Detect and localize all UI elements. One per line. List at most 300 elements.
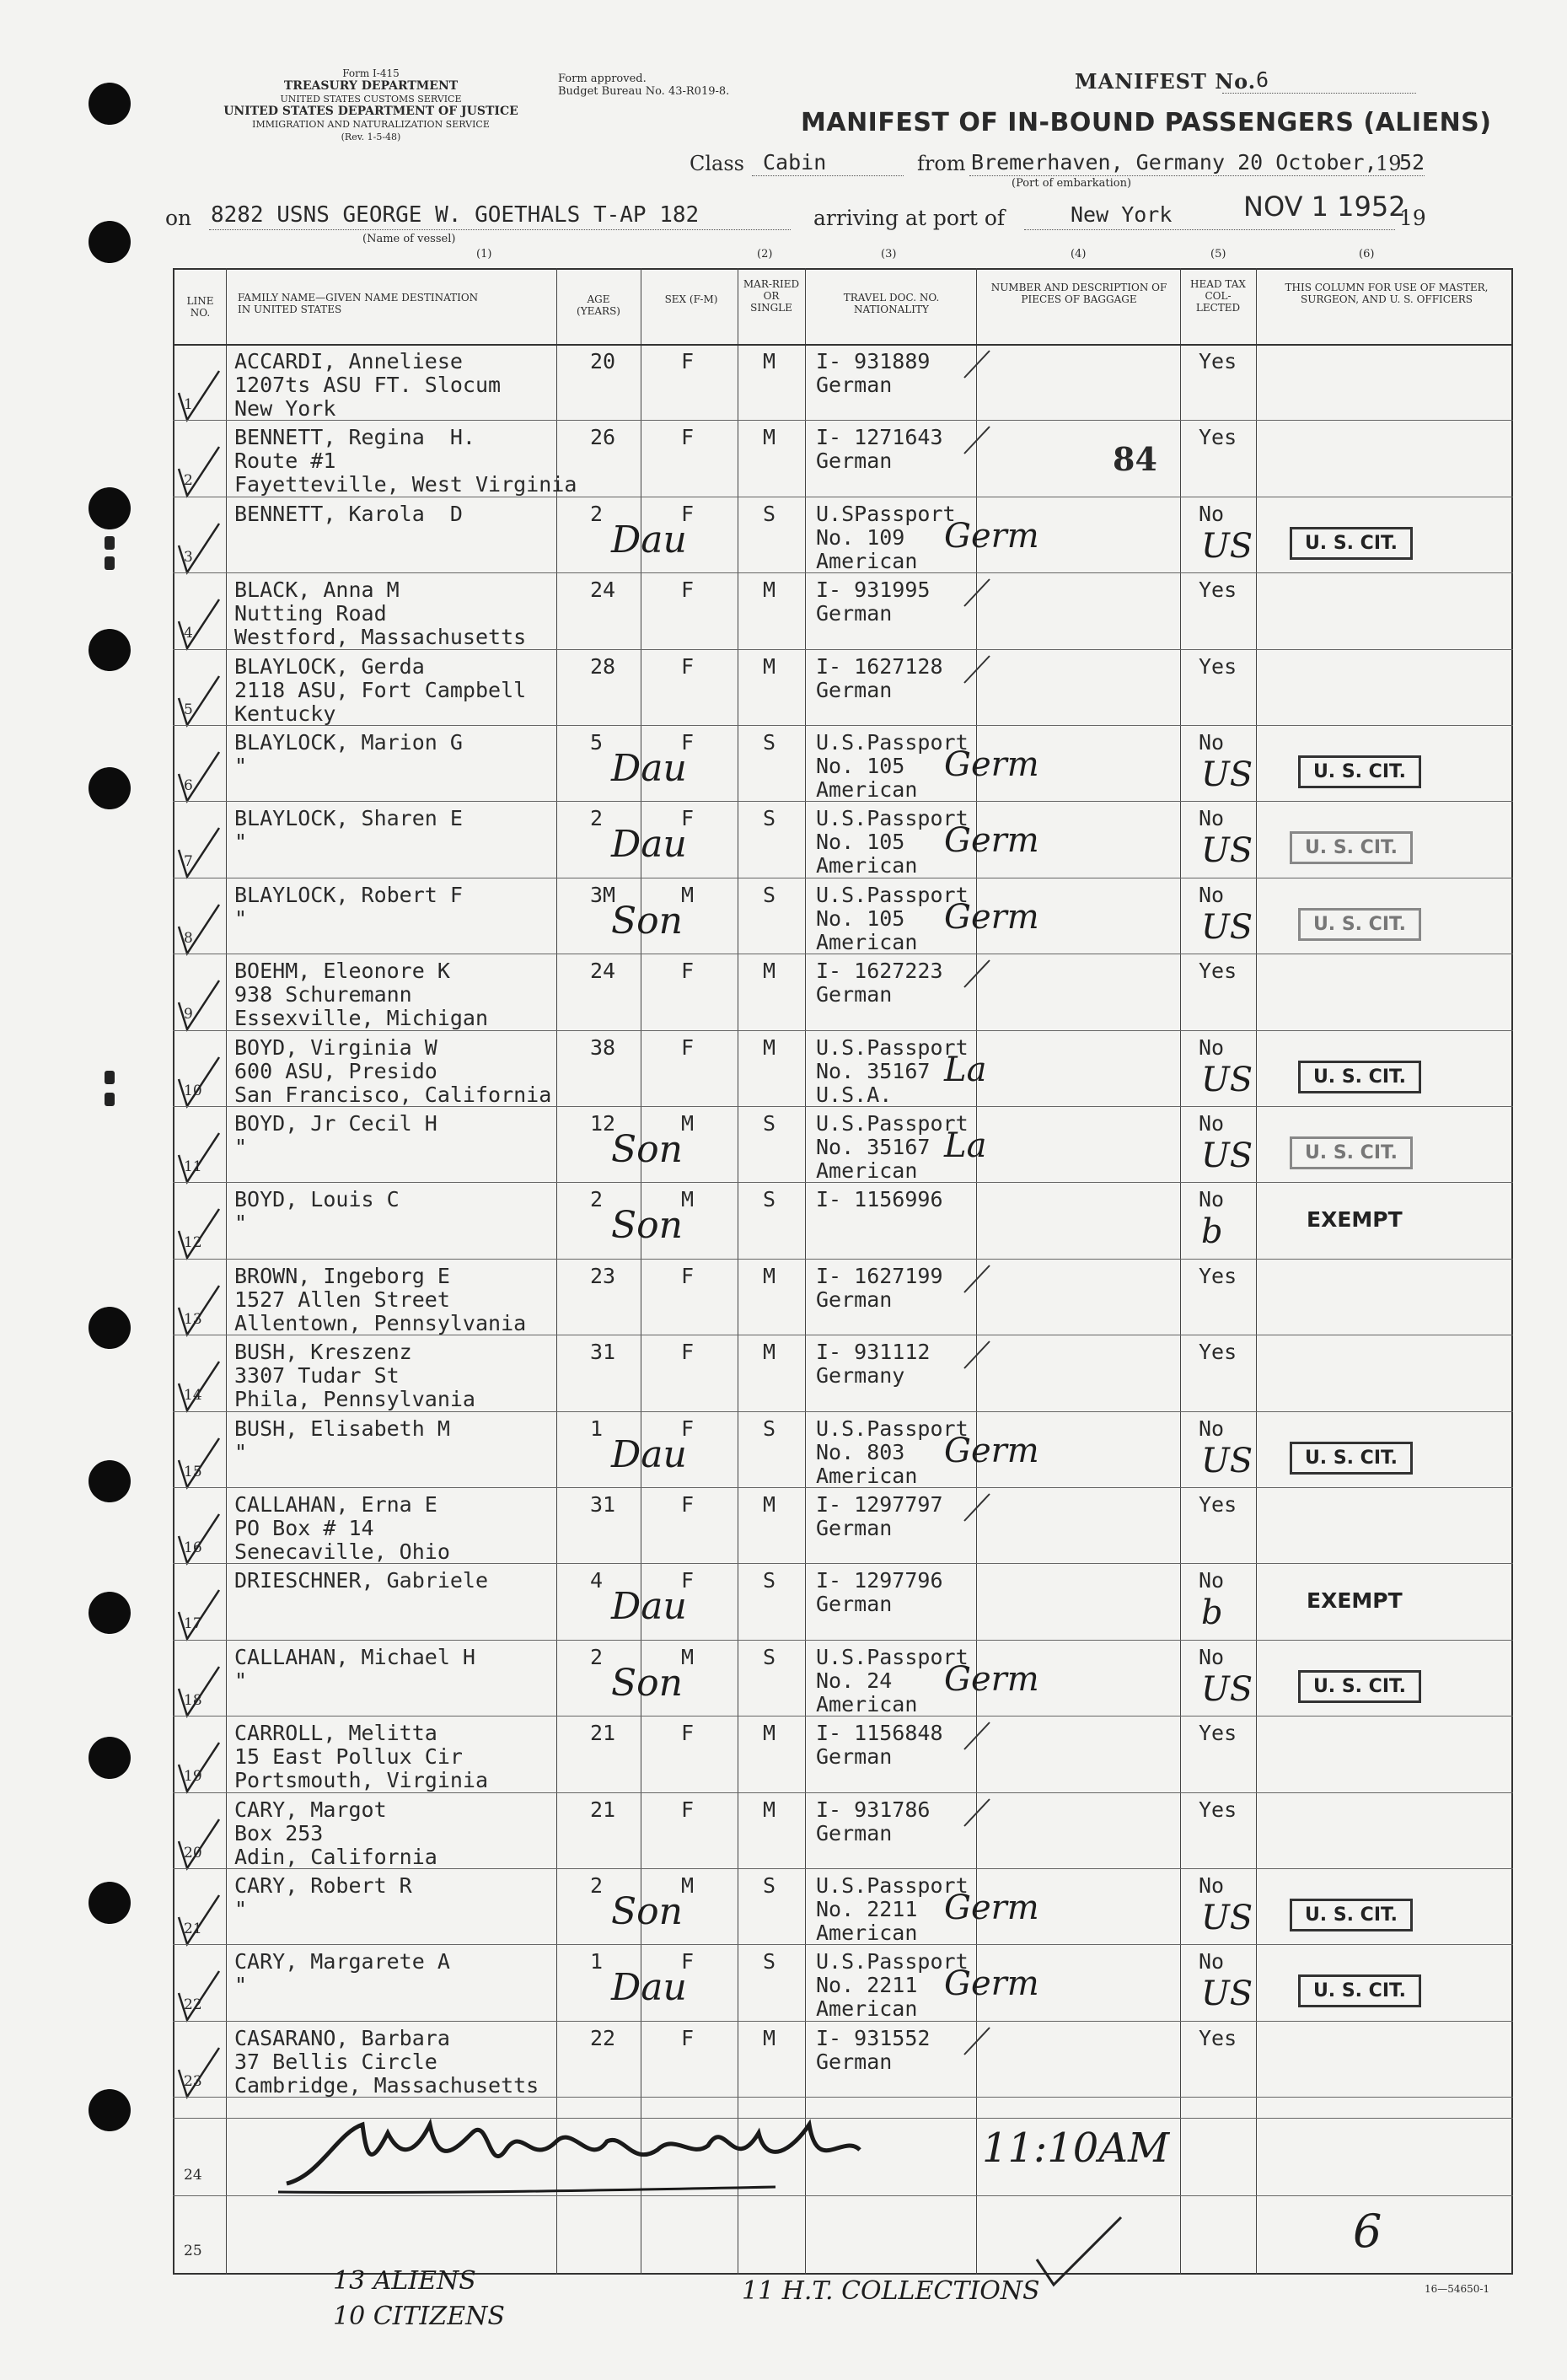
row-separator <box>173 1640 1513 1641</box>
pen-tick <box>961 1491 995 1524</box>
age: 2 <box>590 501 604 526</box>
pen-check-mark <box>174 2044 224 2103</box>
head-tax: No <box>1199 1187 1225 1212</box>
marital-status: S <box>763 1187 776 1212</box>
travel-doc-line-2: German <box>816 982 893 1007</box>
passenger-name: CARY, Margot <box>234 1797 387 1822</box>
relation-note: Dau <box>611 518 687 561</box>
sex: F <box>681 1034 695 1060</box>
travel-doc-line-1: U.S.Passport <box>816 806 969 831</box>
travel-doc-line-2: German <box>816 449 893 474</box>
marital-status: S <box>763 882 776 907</box>
relation-note: Son <box>611 899 683 943</box>
destination-line-2: Allentown, Pennsylvania <box>234 1310 527 1335</box>
line-number: 8 <box>184 929 193 947</box>
pen-tick <box>961 1796 995 1829</box>
pen-tick <box>961 576 995 610</box>
customs-service: UNITED STATES CUSTOMS SERVICE <box>280 94 462 105</box>
travel-doc-line-1: U.S.Passport <box>816 730 969 755</box>
marital-status: M <box>763 2025 776 2050</box>
passenger-name: BOEHM, Eleonore K <box>234 959 450 984</box>
passenger-name: BOYD, Jr Cecil H <box>234 1111 437 1136</box>
destination-line-1: 1527 Allen Street <box>234 1287 450 1312</box>
footer-aliens: 13 ALIENS <box>333 2266 476 2296</box>
row-separator <box>173 1106 1513 1107</box>
destination-line-2: Westford, Massachusetts <box>234 625 527 650</box>
head-tax: Yes <box>1199 1797 1237 1822</box>
age: 12 <box>590 1111 616 1136</box>
pen-check-mark <box>174 520 224 579</box>
relation-note: Dau <box>611 1966 687 2010</box>
age: 23 <box>590 1263 616 1288</box>
justice-dept: UNITED STATES DEPARTMENT OF JUSTICE <box>223 105 518 118</box>
sex: M <box>681 1873 695 1898</box>
us-citizen-stamp: U. S. CIT. <box>1298 908 1421 941</box>
head-tax: Yes <box>1199 2025 1237 2050</box>
head-tax: Yes <box>1199 1721 1237 1746</box>
head-tax-note: US <box>1201 1136 1253 1175</box>
passenger-name: CARROLL, Melitta <box>234 1721 437 1746</box>
passenger-name: CARY, Margarete A <box>234 1949 450 1974</box>
col-header-name: FAMILY NAME—GIVEN NAME DESTINATION IN UNITED STATES <box>238 292 479 315</box>
passenger-name: CALLAHAN, Michael H <box>234 1644 475 1669</box>
head-tax: Yes <box>1199 578 1237 603</box>
line-number: 22 <box>184 1996 202 2014</box>
head-tax: No <box>1199 1873 1225 1898</box>
footer-collections: 11 H.T. COLLECTIONS <box>742 2276 1040 2306</box>
head-tax: No <box>1199 1416 1225 1441</box>
travel-doc-line-1: I- 1627199 <box>816 1263 943 1288</box>
passenger-name: BOYD, Virginia W <box>234 1034 437 1060</box>
vessel-line <box>209 229 791 230</box>
relation-note: Dau <box>611 1432 687 1476</box>
head-tax-note: US <box>1201 526 1253 566</box>
col-divider <box>1256 268 1257 2275</box>
destination-line-1: 3307 Tudar St <box>234 1363 400 1389</box>
on-label: on <box>165 206 192 230</box>
col-divider <box>556 268 557 2275</box>
passenger-name: BLAYLOCK, Sharen E <box>234 806 463 831</box>
travel-doc-line-2: German <box>816 601 893 626</box>
destination-line-2: San Francisco, California <box>234 1082 552 1107</box>
travel-doc-line-2: No. 109 <box>816 524 905 550</box>
row-separator <box>173 1182 1513 1183</box>
line-number: 2 <box>184 472 193 490</box>
manifest-number-line <box>1222 93 1416 94</box>
us-citizen-stamp: U. S. CIT. <box>1290 527 1413 560</box>
destination-line-1: " <box>234 1897 248 1921</box>
pen-check-mark <box>174 901 224 960</box>
travel-doc-line-1: U.S.Passport <box>816 1111 969 1136</box>
marital-status: S <box>763 1873 776 1898</box>
age: 28 <box>590 653 616 679</box>
binder-hole <box>89 83 131 125</box>
destination-line-1: 600 ASU, Presido <box>234 1058 437 1083</box>
nationality-note: Germ <box>944 1431 1039 1470</box>
age: 21 <box>590 1721 616 1746</box>
pen-check-mark <box>174 1358 224 1417</box>
from-label: from <box>917 152 966 175</box>
passenger-name: CALLAHAN, Erna E <box>234 1492 437 1517</box>
passenger-name: CARY, Robert R <box>234 1873 412 1898</box>
travel-doc-line-2: No. 105 <box>816 830 905 855</box>
passenger-name: CASARANO, Barbara <box>234 2025 450 2050</box>
sex: F <box>681 349 695 373</box>
form-number: Form I-415 <box>342 67 400 79</box>
travel-doc-line-1: I- 931889 <box>816 349 931 373</box>
destination-line-1: 938 Schuremann <box>234 982 412 1007</box>
travel-doc-line-2: German <box>816 373 893 397</box>
head-tax-note: US <box>1201 907 1253 947</box>
col-number-4: (4) <box>1071 248 1087 261</box>
head-tax-note: b <box>1201 1212 1223 1252</box>
arrival-year: 19 <box>1399 206 1426 230</box>
us-citizen-stamp: U. S. CIT. <box>1290 831 1413 864</box>
us-citizen-stamp: U. S. CIT. <box>1290 1899 1413 1931</box>
destination-line-1: 2118 ASU, Fort Campbell <box>234 677 527 702</box>
treasury-dept: TREASURY DEPARTMENT <box>283 79 459 93</box>
travel-doc-line-1: I- 1297797 <box>816 1492 943 1517</box>
marital-status: M <box>763 1340 776 1365</box>
sex: M <box>681 1111 695 1136</box>
destination-line-2: Portsmouth, Virginia <box>234 1768 489 1793</box>
travel-doc-line-3: American <box>816 1463 918 1488</box>
head-tax: No <box>1199 806 1225 831</box>
binder-hole <box>89 629 131 671</box>
binder-tick <box>105 556 115 570</box>
travel-doc-line-2: German <box>816 1820 893 1845</box>
line-number: 13 <box>184 1310 202 1328</box>
line-number: 9 <box>184 1006 193 1023</box>
col-header-sex: SEX (F-M) <box>664 293 718 305</box>
row-separator <box>173 1716 1513 1717</box>
travel-doc-line-1: I- 931552 <box>816 2025 931 2050</box>
footer-citizens: 10 CITIZENS <box>333 2302 505 2331</box>
row-separator <box>173 801 1513 802</box>
destination-line-1: " <box>234 1135 248 1159</box>
col-header-baggage: NUMBER AND DESCRIPTION OF PIECES OF BAGGAGE <box>990 282 1167 305</box>
us-citizen-stamp: U. S. CIT. <box>1298 1974 1421 2007</box>
sex: F <box>681 1340 695 1365</box>
travel-doc-line-1: I- 931786 <box>816 1797 931 1822</box>
binder-hole <box>89 487 131 529</box>
nationality-note: Germ <box>944 821 1039 861</box>
passenger-name: DRIESCHNER, Gabriele <box>234 1568 489 1593</box>
head-tax-note: US <box>1201 1974 1253 2014</box>
row-separator <box>173 1868 1513 1869</box>
sex: F <box>681 578 695 603</box>
age: 2 <box>590 1873 604 1898</box>
budget-text: Budget Bureau No. 43-R019-8. <box>558 85 730 98</box>
row-separator <box>173 572 1513 573</box>
class-label: Class <box>690 152 744 175</box>
passenger-name: BUSH, Elisabeth M <box>234 1416 450 1441</box>
head-tax: No <box>1199 1644 1225 1669</box>
marital-status: M <box>763 653 776 679</box>
destination-line-2: Essexville, Michigan <box>234 1006 489 1031</box>
sex: F <box>681 1416 695 1441</box>
travel-doc-line-1: I- 931995 <box>816 578 931 603</box>
line-number: 16 <box>184 1539 202 1556</box>
port-embark-note: (Port of embarkation) <box>1012 177 1132 190</box>
passenger-name: BUSH, Kreszenz <box>234 1340 412 1365</box>
travel-doc-line-2: German <box>816 2049 893 2074</box>
us-citizen-stamp: U. S. CIT. <box>1298 1670 1421 1703</box>
signature-time: 11:10AM <box>982 2125 1170 2172</box>
pen-check-mark <box>174 368 224 427</box>
travel-doc-line-1: I- 1156996 <box>816 1187 943 1212</box>
row-separator <box>173 1411 1513 1412</box>
travel-doc-line-1: U.S.Passport <box>816 882 969 907</box>
from-value: Bremerhaven, Germany 20 October, <box>971 150 1377 175</box>
col-header-officers: THIS COLUMN FOR USE OF MASTER, SURGEON, AND U. S. OFFICERS <box>1285 282 1489 305</box>
travel-doc-line-1: U.S.Passport <box>816 1873 969 1898</box>
destination-line-2: Fayetteville, West Virginia <box>234 472 577 497</box>
vessel-note: (Name of vessel) <box>362 233 456 245</box>
sex: F <box>681 1797 695 1822</box>
travel-doc-line-2: No. 35167 <box>816 1135 931 1159</box>
nationality-note: Germ <box>944 1888 1039 1927</box>
pen-check-mark <box>174 443 224 502</box>
binder-tick <box>105 536 115 550</box>
officer-signature <box>270 2099 961 2209</box>
ins-service: IMMIGRATION AND NATURALIZATION SERVICE <box>252 119 490 130</box>
sex: F <box>681 1568 695 1593</box>
travel-doc-line-1: I- 931112 <box>816 1340 931 1365</box>
relation-note: Dau <box>611 747 687 790</box>
page-mark: 6 <box>1353 2205 1382 2258</box>
marital-status: M <box>763 1721 776 1746</box>
age: 20 <box>590 349 616 373</box>
passenger-name: BLAYLOCK, Marion G <box>234 730 463 755</box>
passenger-name: ACCARDI, Anneliese <box>234 349 463 373</box>
age: 3M <box>590 882 616 907</box>
pen-check-mark <box>174 749 224 808</box>
relation-note: Son <box>611 1890 683 1933</box>
line-number: 12 <box>184 1234 202 1252</box>
col-divider <box>1180 268 1181 2275</box>
travel-doc-line-3: American <box>816 1158 918 1183</box>
footer-form-code: 16—54650-1 <box>1425 2283 1490 2295</box>
travel-doc-line-1: I- 1271643 <box>816 425 943 450</box>
header-bottom-line <box>173 344 1513 346</box>
from-line <box>969 175 1425 176</box>
destination-line-2: New York <box>234 396 336 421</box>
line-number: 19 <box>184 1768 202 1786</box>
pen-tick <box>961 1338 995 1372</box>
pen-check-mark <box>174 1892 224 1951</box>
destination-line-2: Adin, California <box>234 1844 437 1869</box>
marital-status: M <box>763 349 776 373</box>
pen-check-mark <box>174 1739 224 1798</box>
pen-check-mark <box>174 1663 224 1722</box>
line-number-25: 25 <box>184 2243 202 2259</box>
head-tax: Yes <box>1199 1263 1237 1288</box>
head-tax: Yes <box>1199 349 1237 373</box>
nationality-note: La <box>944 1126 987 1165</box>
row-separator <box>173 2097 1513 2098</box>
binder-hole <box>89 1882 131 1924</box>
line-number: 15 <box>184 1463 202 1480</box>
line-number: 23 <box>184 2072 202 2090</box>
col-header-travel-doc: TRAVEL DOC. NO. NATIONALITY <box>843 292 940 315</box>
head-tax: Yes <box>1199 425 1237 450</box>
travel-doc-line-2: Germany <box>816 1363 905 1389</box>
sex: F <box>681 2025 695 2050</box>
row-separator <box>173 1563 1513 1564</box>
binder-hole <box>89 1307 131 1349</box>
travel-doc-line-1: I- 1297796 <box>816 1568 943 1593</box>
col-number-1: (1) <box>476 248 492 261</box>
marital-status: S <box>763 730 776 755</box>
line-number: 5 <box>184 701 193 718</box>
travel-doc-line-2: No. 803 <box>816 1439 905 1464</box>
col-header-married: MAR-RIED OR SINGLE <box>743 278 800 314</box>
marital-status: M <box>763 1034 776 1060</box>
relation-note: Dau <box>611 823 687 867</box>
manifest-number-label: MANIFEST No. <box>1075 69 1257 94</box>
pen-tick <box>961 2024 995 2058</box>
travel-doc-line-1: U.SPassport <box>816 501 956 526</box>
pen-check-mark <box>174 1054 224 1113</box>
us-citizen-stamp: U. S. CIT. <box>1290 1136 1413 1169</box>
pen-check-mark <box>174 673 224 732</box>
travel-doc-line-3: American <box>816 1921 918 1945</box>
arrival-line <box>1024 229 1395 230</box>
travel-doc-line-2: No. 2211 <box>816 1897 918 1921</box>
destination-line-1: " <box>234 1211 248 1236</box>
destination-line-2: Phila, Pennsylvania <box>234 1387 475 1412</box>
travel-doc-line-2: No. 105 <box>816 754 905 778</box>
marital-status: M <box>763 578 776 603</box>
binder-tick <box>105 1071 115 1084</box>
binder-hole <box>89 2089 131 2131</box>
travel-doc-line-3: U.S.A. <box>816 1082 893 1107</box>
travel-doc-line-3: American <box>816 548 918 573</box>
travel-doc-line-3: American <box>816 777 918 802</box>
line-number: 21 <box>184 1921 202 1937</box>
pen-check-mark <box>174 1587 224 1646</box>
age: 24 <box>590 959 616 984</box>
head-tax: Yes <box>1199 1340 1237 1365</box>
travel-doc-line-1: U.S.Passport <box>816 1949 969 1974</box>
age: 2 <box>590 806 604 831</box>
age: 26 <box>590 425 616 450</box>
line-number-24: 24 <box>184 2167 202 2184</box>
travel-doc-line-1: I- 1156848 <box>816 1721 943 1746</box>
col-header-head-tax: HEAD TAX COL-LECTED <box>1190 278 1246 314</box>
head-tax-note: US <box>1201 1899 1253 1937</box>
marital-status: S <box>763 501 776 526</box>
age: 21 <box>590 1797 616 1822</box>
travel-doc-line-1: U.S.Passport <box>816 1034 969 1060</box>
travel-doc-line-3: American <box>816 929 918 954</box>
pen-check-mark <box>174 1206 224 1265</box>
sex: F <box>681 730 695 755</box>
sex: F <box>681 1263 695 1288</box>
travel-doc-line-2: German <box>816 1744 893 1770</box>
exempt-stamp: EXEMPT <box>1307 1207 1403 1233</box>
destination-line-2: Senecaville, Ohio <box>234 1539 450 1564</box>
marital-status: S <box>763 1111 776 1136</box>
head-tax-note: US <box>1201 831 1253 871</box>
destination-line-1: Box 253 <box>234 1820 324 1845</box>
marital-status: S <box>763 1568 776 1593</box>
head-tax: No <box>1199 1034 1225 1060</box>
vessel-name: 8282 USNS GEORGE W. GOETHALS T-AP 182 <box>211 202 700 228</box>
sex: F <box>681 1721 695 1746</box>
line-number: 7 <box>184 853 193 871</box>
col-divider <box>226 268 227 2275</box>
binder-hole <box>89 221 131 263</box>
arriving-label: arriving at port of <box>813 206 1006 230</box>
travel-doc-line-1: I- 1627223 <box>816 959 943 984</box>
pen-check-mark <box>174 1282 224 1341</box>
head-tax-note: US <box>1201 1669 1253 1709</box>
marital-status: S <box>763 1644 776 1669</box>
col-number-6: (6) <box>1359 248 1375 261</box>
destination-line-2: Kentucky <box>234 701 336 726</box>
age: 38 <box>590 1034 616 1060</box>
nationality-note: Germ <box>944 1659 1039 1699</box>
destination-line-1: Route #1 <box>234 449 336 474</box>
travel-doc-line-2: No. 24 <box>816 1668 893 1693</box>
head-tax-note: b <box>1201 1593 1223 1633</box>
travel-doc-line-3: American <box>816 1691 918 1717</box>
us-citizen-stamp: U. S. CIT. <box>1298 1061 1421 1093</box>
nationality-note: La <box>944 1050 987 1089</box>
marital-status: S <box>763 806 776 831</box>
row-separator <box>173 1487 1513 1488</box>
head-tax: No <box>1199 882 1225 907</box>
binder-hole <box>89 1460 131 1502</box>
manifest-number-value: 6 <box>1256 67 1269 92</box>
row-separator <box>173 1792 1513 1793</box>
pen-check-mark <box>174 1130 224 1189</box>
destination-line-2: Cambridge, Massachusetts <box>234 2072 539 2098</box>
sex: F <box>681 959 695 984</box>
sex: F <box>681 1492 695 1517</box>
travel-doc-line-2: German <box>816 1516 893 1540</box>
class-line <box>752 175 904 176</box>
destination-line-1: " <box>234 754 248 778</box>
destination-line-1: 15 East Pollux Cir <box>234 1744 463 1770</box>
us-citizen-stamp: U. S. CIT. <box>1298 755 1421 788</box>
line-number: 4 <box>184 625 193 642</box>
pen-tick <box>961 1719 995 1753</box>
passenger-name: BENNETT, Karola D <box>234 501 463 526</box>
passenger-name: BLACK, Anna M <box>234 578 400 603</box>
form-header-left <box>202 67 539 143</box>
destination-line-1: " <box>234 830 248 855</box>
travel-doc-line-2: No. 35167 <box>816 1058 931 1083</box>
head-tax-note: US <box>1201 1060 1253 1099</box>
check-mark <box>1028 2209 1130 2293</box>
destination-line-1: PO Box # 14 <box>234 1516 374 1540</box>
head-tax: No <box>1199 1568 1225 1593</box>
destination-line-1: Nutting Road <box>234 601 387 626</box>
relation-note: Son <box>611 1128 683 1171</box>
head-tax: No <box>1199 730 1225 755</box>
destination-line-1: " <box>234 1973 248 1998</box>
passenger-name: BROWN, Ingeborg E <box>234 1263 450 1288</box>
col-number-3: (3) <box>881 248 897 261</box>
pen-tick <box>961 347 995 381</box>
marital-status: M <box>763 959 776 984</box>
sex: M <box>681 882 695 907</box>
age: 31 <box>590 1492 616 1517</box>
sex: F <box>681 501 695 526</box>
